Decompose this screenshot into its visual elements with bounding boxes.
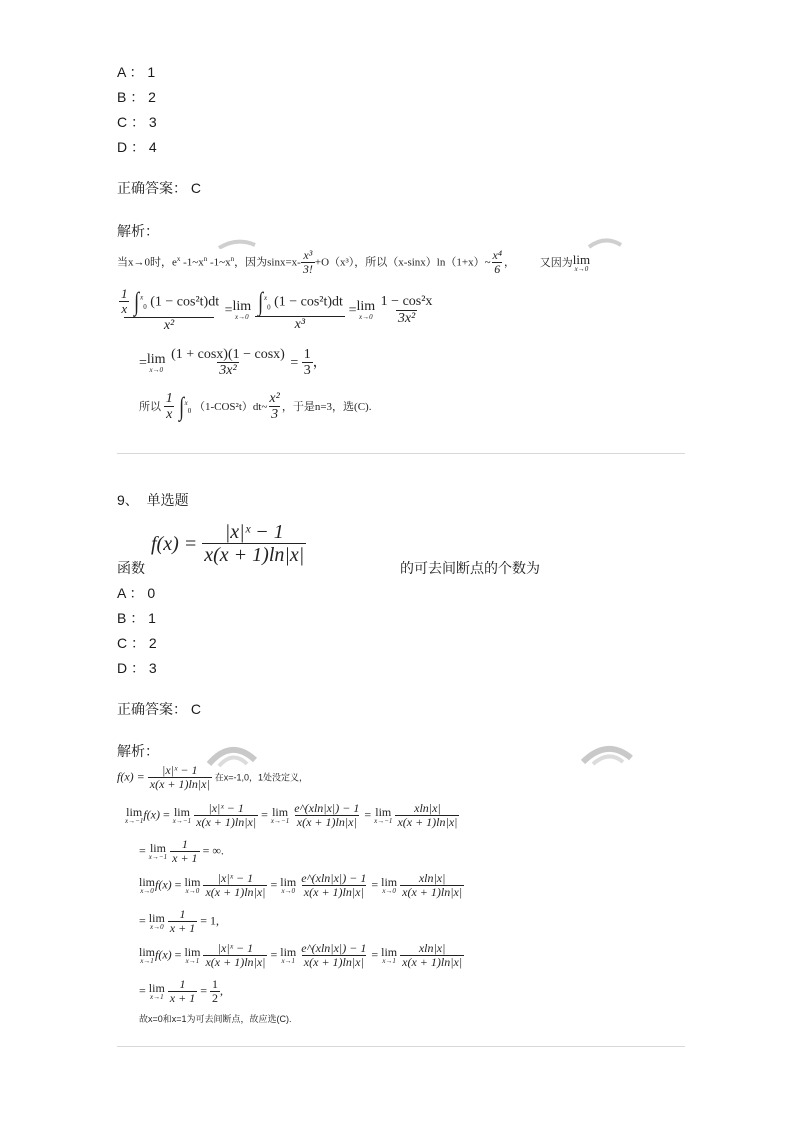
- q9-option-c[interactable]: C ： 2: [117, 635, 157, 651]
- analysis-row-2: lim x→−1 f(x) = lim x→−1 $\frac{\text{|x|ˣ − 1}}{x(x + 1)\ln|x|}$ = lim x→−1 $\frac{e\^{}(xln|x|) - 1}{x(x + 1)\ln|x|}$ = lim x→−1 $\frac{xln|x|}{x(x + 1)\ln|x|}$: [125, 801, 458, 830]
- analysis-conclusion: 故x=0和x=1为可去间断点，故应选(C).: [139, 1014, 292, 1024]
- fraction: $\frac{1}{3}$: [303, 347, 311, 379]
- fraction: $\frac{1}{x + 1}$: [169, 977, 196, 1006]
- limit: lim x→1: [280, 945, 297, 966]
- q9-analysis-label: 解析：: [117, 743, 159, 759]
- fraction: $\frac{\text{|x|ˣ − 1}}{x(x + 1)\ln|x|}$: [196, 801, 257, 830]
- analysis-line-4: 所以 $\frac{1}{x}$ ∫$^x_0$ （1-COS²t）dt~ $\frac{\text{x²}}{3}$ ，于是n=3，选(C).: [139, 391, 372, 423]
- divider: [117, 453, 685, 454]
- fraction: $\frac{xln|x|}{x(x + 1)\ln|x|}$: [402, 941, 463, 970]
- limit: lim x→0: [572, 251, 591, 273]
- limit: lim x→0: [280, 875, 297, 896]
- q8-option-d[interactable]: D ： 4: [117, 139, 157, 155]
- analysis-line-3: = lim x→0 $\frac{(1 + \cos x)(1 - \cos x)}{\text{3x²}}$ = $\frac{1}{3}$ ，: [139, 347, 327, 379]
- fraction: $\frac{\text{|x|ˣ − 1}}{x(x + 1)\ln|x|}$: [205, 941, 266, 970]
- analysis-row-5: = lim x→0 $\frac{1}{x + 1}$ = 1,: [139, 907, 220, 936]
- limit: lim x→1: [139, 945, 156, 966]
- watermark-icon: [579, 742, 635, 766]
- fraction: $\frac{(1 + \cos x)(1 - \cos x)}{\text{3x²}}$: [171, 347, 285, 379]
- q8-analysis-label: 解析：: [117, 223, 159, 239]
- limit: lim x→−1: [172, 805, 192, 826]
- fraction: $\frac{\int^x_0 (1 - \cos^2t)dt}{\text{x³}}$: [255, 288, 345, 334]
- q9-option-a[interactable]: A ： 0: [117, 585, 156, 601]
- q9-correct-answer: 正确答案： C: [117, 701, 202, 717]
- q8-correct-answer: 正确答案： C: [117, 180, 202, 196]
- analysis-line-2: $\frac{1}{x}$ ∫$^x_0$ (1 − cos²t)dt x² = lim x→0 $\frac{\int^x_0 (1 - \cos^2t)dt}{\text{x³}}$ = lim x→0 $\frac{\text{1 − cos²x}}{\text{3x²}}$: [117, 287, 434, 334]
- integral-icon: ∫: [134, 286, 140, 316]
- limit: lim x→0: [232, 299, 252, 322]
- divider: [117, 1046, 685, 1047]
- integral-icon: ∫: [257, 286, 263, 316]
- fraction: $\frac{e\^{}(xln|x|) - 1}{x(x + 1)\ln|x|}$: [301, 871, 367, 900]
- q9-option-b[interactable]: B ： 1: [117, 610, 156, 626]
- fraction: $\frac{xln|x|}{x(x + 1)\ln|x|}$: [402, 871, 463, 900]
- q9-analysis-formula: [117, 742, 687, 1032]
- fraction: $\frac{\text{|x|ˣ − 1}}{x(x + 1)\ln|x|}$: [149, 763, 210, 792]
- limit: lim x→0: [184, 875, 201, 896]
- limit: lim x→0: [356, 299, 376, 322]
- limit: lim x→0: [146, 351, 166, 374]
- limit: lim x→1: [148, 981, 165, 1002]
- fraction: $\frac{e\^{}(xln|x|) - 1}{x(x + 1)\ln|x|}$: [294, 801, 360, 830]
- analysis-row-7: = lim x→1 $\frac{1}{x + 1}$ = $\frac{1}{2}$ ,: [139, 977, 224, 1006]
- q9-option-d[interactable]: D ： 3: [117, 660, 157, 676]
- analysis-line-1: 当x→0时，$e^x$ $-1\sim x^n$ $-1\sim x^n$，因为sinx=x- $\frac{\text{x³}}{3!}$ +O（x³），所以（x-sinx）ln（1+x）~ $\frac{\text{x⁴}}{6}$ ， 又因为 lim x→0: [117, 248, 591, 277]
- integral-icon: ∫: [178, 392, 184, 422]
- q8-option-b[interactable]: B ： 2: [117, 89, 156, 105]
- fraction: $\frac{1}{x}$: [165, 391, 173, 423]
- fraction: $\frac{\text{x³}}{3!}$: [302, 248, 313, 277]
- q9-function-formula: f(x) = $\frac{\text{|x|ˣ − 1}}{x(x + 1)\ln|x|}$: [151, 521, 305, 566]
- q8-option-a[interactable]: A ： 1: [117, 64, 156, 80]
- fraction: $\frac{\text{|x|ˣ − 1}}{x(x + 1)\ln|x|}$: [204, 521, 305, 566]
- analysis-row-6: lim x→1 f(x) = lim x→1 $\frac{\text{|x|ˣ − 1}}{x(x + 1)\ln|x|}$ = lim x→1 $\frac{e\^{}(xln|x|) - 1}{x(x + 1)\ln|x|}$ = lim x→1 $\frac{xln|x|}{x(x + 1)\ln|x|}$: [139, 941, 463, 970]
- fraction: $\frac{1}{x + 1}$: [172, 837, 198, 866]
- fraction: $\frac{1}{x}$ ∫$^x_0$ (1 − cos²t)dt x²: [121, 286, 220, 334]
- fraction: $\frac{\text{|x|ˣ − 1}}{x(x + 1)\ln|x|}$: [205, 871, 266, 900]
- watermark-icon: [587, 237, 623, 249]
- analysis-row-4: lim x→0 f(x) = lim x→0 $\frac{\text{|x|ˣ − 1}}{x(x + 1)\ln|x|}$ = lim x→0 $\frac{e\^{}(xln|x|) - 1}{x(x + 1)\ln|x|}$ = lim x→0 $\frac{xln|x|}{x(x + 1)\ln|x|}$: [139, 871, 463, 900]
- analysis-row-3: = lim x→−1 $\frac{1}{x + 1}$ = ∞.: [139, 837, 224, 866]
- q9-header: 9、 单选题: [117, 492, 189, 508]
- q9-stem: 函数 f(x) = $\frac{\text{|x|ˣ − 1}}{x(x + 1)\ln|x|}$ 的可去间断点的个数为: [117, 516, 677, 576]
- q8-analysis-formula: [117, 243, 687, 433]
- fraction: $\frac{1}{2}$: [212, 977, 219, 1006]
- limit: lim x→−1: [125, 805, 144, 826]
- fraction: $\frac{1}{x + 1}$: [169, 907, 196, 936]
- watermark-icon: [217, 239, 257, 249]
- limit: lim x→−1: [270, 805, 290, 826]
- fraction: $\frac{e\^{}(xln|x|) - 1}{x(x + 1)\ln|x|}$: [301, 941, 367, 970]
- limit: lim x→1: [184, 945, 201, 966]
- fraction: $\frac{\text{x²}}{3}$: [269, 391, 280, 423]
- q8-option-c[interactable]: C ： 3: [117, 114, 157, 130]
- limit: lim x→1: [381, 945, 398, 966]
- fraction: $\frac{xln|x|}{x(x + 1)\ln|x|}$: [397, 801, 458, 830]
- limit: lim x→0: [139, 875, 156, 896]
- limit: lim x→−1: [148, 841, 168, 862]
- fraction: $\frac{\text{x⁴}}{6}$: [492, 248, 503, 277]
- limit: lim x→0: [381, 875, 398, 896]
- fraction: $\frac{\text{1 − cos²x}}{\text{3x²}}$: [380, 294, 433, 326]
- limit: lim x→0: [148, 911, 165, 932]
- limit: lim x→−1: [374, 805, 393, 826]
- analysis-row-1: f(x) = $\frac{\text{|x|ˣ − 1}}{x(x + 1)\ln|x|}$ 在x=-1,0，1处没定义，: [117, 763, 309, 792]
